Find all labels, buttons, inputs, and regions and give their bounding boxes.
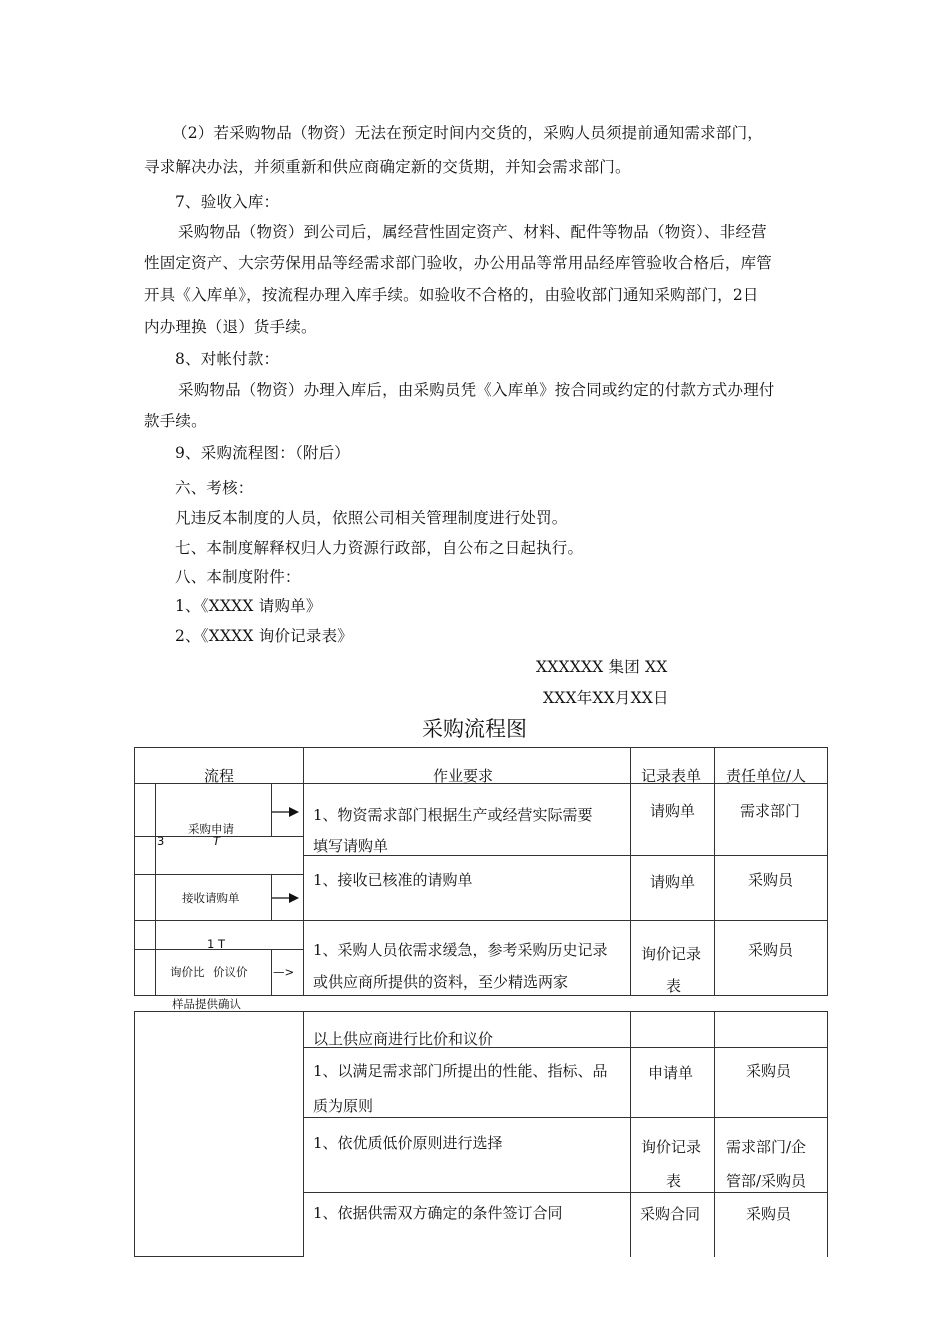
row-record: 申请单 <box>648 1064 694 1082</box>
row-record: 询价记录 <box>641 945 702 963</box>
section-heading: 七、本制度解释权归人力资源行政部，自公布之日起执行。 <box>175 539 584 557</box>
flow-step-negotiate: 价议价 <box>213 965 248 979</box>
flow-connector-mark: T <box>213 834 221 848</box>
attachment-item: 2、《XXXX 询价记录表》 <box>175 627 353 645</box>
row-owner: 管部/采购员 <box>726 1172 807 1190</box>
signature-org: XXXXXX 集团 XX <box>536 658 668 676</box>
row-owner: 采购员 <box>746 1062 792 1080</box>
row-requirement: 1、依优质低价原则进行选择 <box>313 1134 503 1152</box>
header-record: 记录表单 <box>641 767 702 785</box>
flow-connector-mark: 1 T <box>207 937 225 951</box>
paragraph-line: 采购物品（物资）办理入库后，由采购员凭《入库单》按合同或约定的付款方式办理付 <box>178 381 775 399</box>
row-record: 询价记录 <box>641 1138 702 1156</box>
row-owner: 采购员 <box>748 941 794 959</box>
signature-date: XXX年XX月XX日 <box>543 689 669 707</box>
row-requirement: 或供应商所提供的资料，至少精选两家 <box>313 973 569 991</box>
section-heading: 7、验收入库： <box>175 193 280 211</box>
paragraph-line: 开具《入库单》，按流程办理入库手续。如验收不合格的，由验收部门通知采购部门，2日 <box>144 286 759 304</box>
row-record: 表 <box>666 977 682 995</box>
row-requirement: 1、物资需求部门根据生产或经营实际需要 <box>313 806 593 824</box>
row-requirement: 1、采购人员依需求缓急，参考采购历史记录 <box>313 941 608 959</box>
row-requirement: 1、以满足需求部门所提出的性能、指标、品 <box>313 1062 608 1080</box>
paragraph-line: 性固定资产、大宗劳保用品等经需求部门验收，办公用品等常用品经库管验收合格后，库管 <box>144 254 773 272</box>
header-owner: 责任单位/人 <box>726 767 807 785</box>
paragraph-line: 凡违反本制度的人员，依照公司相关管理制度进行处罚。 <box>175 509 568 527</box>
row-record: 请购单 <box>650 802 696 820</box>
row-owner: 需求部门/企 <box>726 1138 807 1156</box>
attachment-item: 1、《XXXX 请购单》 <box>175 597 322 615</box>
section-heading: 八、本制度附件： <box>175 568 301 586</box>
row-record: 请购单 <box>650 873 696 891</box>
paragraph-line: 寻求解决办法，并须重新和供应商确定新的交货期，并知会需求部门。 <box>144 158 631 176</box>
flow-step-sample-confirm: 样品提供确认 <box>172 997 241 1011</box>
flow-arrow-text: —> <box>273 965 295 979</box>
row-requirement: 1、依据供需双方确定的条件签订合同 <box>313 1204 563 1222</box>
header-process: 流程 <box>204 767 235 785</box>
flow-step-purchase-request: 采购申请 <box>188 822 234 836</box>
section-heading: 六、考核： <box>175 479 254 497</box>
row-record: 采购合同 <box>640 1205 701 1223</box>
flowchart-title: 采购流程图 <box>422 717 527 741</box>
flow-step-receive-requisition: 接收请购单 <box>182 891 240 905</box>
right-arrow-icon <box>272 806 300 818</box>
row-requirement: 填写请购单 <box>313 837 389 855</box>
row-owner: 需求部门 <box>740 802 801 820</box>
row-owner: 采购员 <box>748 871 794 889</box>
flow-step-number: 3 <box>157 834 165 848</box>
paragraph-line: 内办理换（退）货手续。 <box>144 318 317 336</box>
paragraph-line: 款手续。 <box>144 412 207 430</box>
right-arrow-icon <box>272 892 300 904</box>
row-owner: 采购员 <box>746 1205 792 1223</box>
paragraph-line: 采购物品（物资）到公司后，属经营性固定资产、材料、配件等物品（物资）、非经营 <box>178 223 767 241</box>
section-heading: 8、对帐付款： <box>175 350 280 368</box>
section-heading: 9、采购流程图：（附后） <box>175 444 351 462</box>
row-requirement: 质为原则 <box>313 1097 374 1115</box>
row-record: 表 <box>666 1172 682 1190</box>
row-requirement: 1、接收已核准的请购单 <box>313 871 473 889</box>
row-requirement: 以上供应商进行比价和议价 <box>313 1030 494 1048</box>
header-requirement: 作业要求 <box>433 767 494 785</box>
flow-step-inquiry: 询价比 <box>170 965 205 979</box>
paragraph-line: （2）若采购物品（物资）无法在预定时间内交货的，采购人员须提前通知需求部门， <box>172 124 763 142</box>
